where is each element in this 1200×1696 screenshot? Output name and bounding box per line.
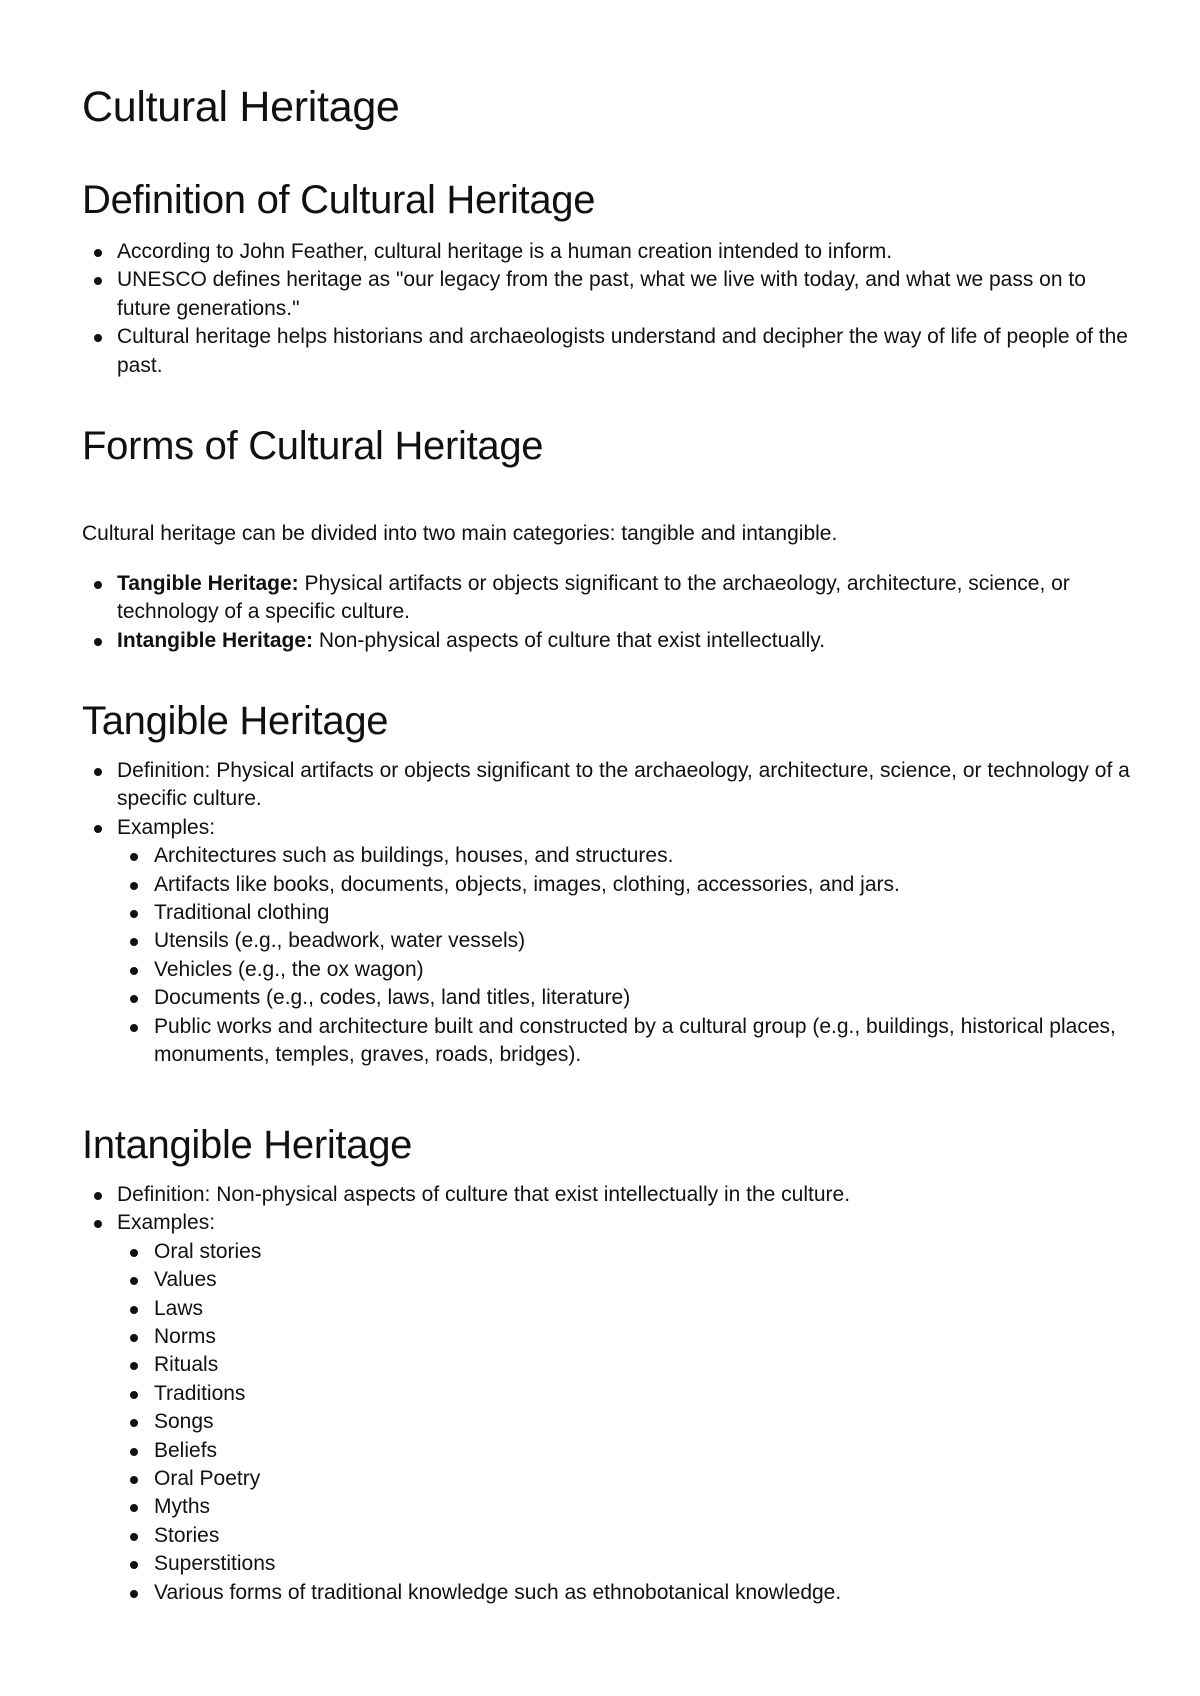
intangible-examples-list bbox=[118, 1238, 1130, 1607]
list-item: Public works and architecture built and constructed by a cultural group (e.g., buildings, historical places, monuments, temples, graves, roads, bridges). bbox=[118, 1013, 1130, 1070]
list-item: Definition: Physical artifacts or objects significant to the archaeology, architecture, science, or technology of a specific culture. bbox=[82, 757, 1130, 814]
list-item: UNESCO defines heritage as "our legacy from the past, what we live with today, and what we pass on to future generations." bbox=[82, 266, 1130, 323]
list-item: According to John Feather, cultural heritage is a human creation intended to inform. bbox=[82, 238, 1130, 266]
term-label: Intangible Heritage bbox=[117, 628, 307, 652]
forms-heading: Forms of Cultural Heritage bbox=[82, 424, 544, 468]
forms-list bbox=[82, 570, 1130, 655]
list-item: Definition: Non-physical aspects of culture that exist intellectually in the culture. bbox=[82, 1181, 1130, 1209]
list-item: Laws bbox=[118, 1295, 1130, 1323]
list-item: Oral Poetry bbox=[118, 1465, 1130, 1493]
list-item: Norms bbox=[118, 1323, 1130, 1351]
list-item: Traditional clothing bbox=[118, 899, 1130, 927]
intangible-list bbox=[82, 1181, 1130, 1607]
list-item: Beliefs bbox=[118, 1437, 1130, 1465]
list-item: Myths bbox=[118, 1493, 1130, 1521]
list-item: Artifacts like books, documents, objects, images, clothing, accessories, and jars. bbox=[118, 871, 1130, 899]
term-separator: : bbox=[291, 572, 299, 595]
list-item bbox=[82, 570, 1130, 627]
list-item: Architectures such as buildings, houses, and structures. bbox=[118, 842, 1130, 870]
term-description: Non-physical aspects of culture that exist intellectually. bbox=[313, 628, 826, 652]
list-item: Superstitions bbox=[118, 1550, 1130, 1578]
list-item: Oral stories bbox=[118, 1238, 1130, 1266]
examples-label: Examples: bbox=[117, 1211, 216, 1235]
term-separator: : bbox=[306, 628, 314, 652]
list-item: Vehicles (e.g., the ox wagon) bbox=[118, 956, 1130, 984]
term-label: Tangible Heritage bbox=[117, 572, 292, 595]
list-item: Rituals bbox=[118, 1351, 1130, 1379]
list-item: Cultural heritage helps historians and archaeologists understand and decipher the way of life of people of the past. bbox=[82, 323, 1130, 380]
list-item: Traditions bbox=[118, 1380, 1130, 1408]
list-item: Values bbox=[118, 1266, 1130, 1294]
definition-list bbox=[82, 238, 1130, 380]
tangible-heading: Tangible Heritage bbox=[82, 699, 389, 743]
page-title: Cultural Heritage bbox=[82, 83, 400, 131]
list-item: Various forms of traditional knowledge such as ethnobotanical knowledge. bbox=[118, 1579, 1130, 1607]
list-item bbox=[82, 1209, 1130, 1607]
list-item: Documents (e.g., codes, laws, land titles, literature) bbox=[118, 984, 1130, 1012]
examples-label: Examples: bbox=[117, 815, 216, 839]
list-item: Songs bbox=[118, 1408, 1130, 1436]
list-item bbox=[82, 814, 1130, 1070]
tangible-list bbox=[82, 757, 1130, 1069]
list-item: Utensils (e.g., beadwork, water vessels) bbox=[118, 927, 1130, 955]
tangible-examples-list bbox=[118, 842, 1130, 1069]
list-item bbox=[82, 627, 1130, 655]
definition-heading: Definition of Cultural Heritage bbox=[82, 178, 596, 222]
forms-intro: Cultural heritage can be divided into two main categories: tangible and intangible. bbox=[82, 522, 838, 545]
list-item: Stories bbox=[118, 1522, 1130, 1550]
term-description: Physical artifacts or objects significant to the archaeology, architecture, science, or technology of a specific culture. bbox=[117, 572, 1070, 624]
intangible-heading: Intangible Heritage bbox=[82, 1123, 413, 1167]
